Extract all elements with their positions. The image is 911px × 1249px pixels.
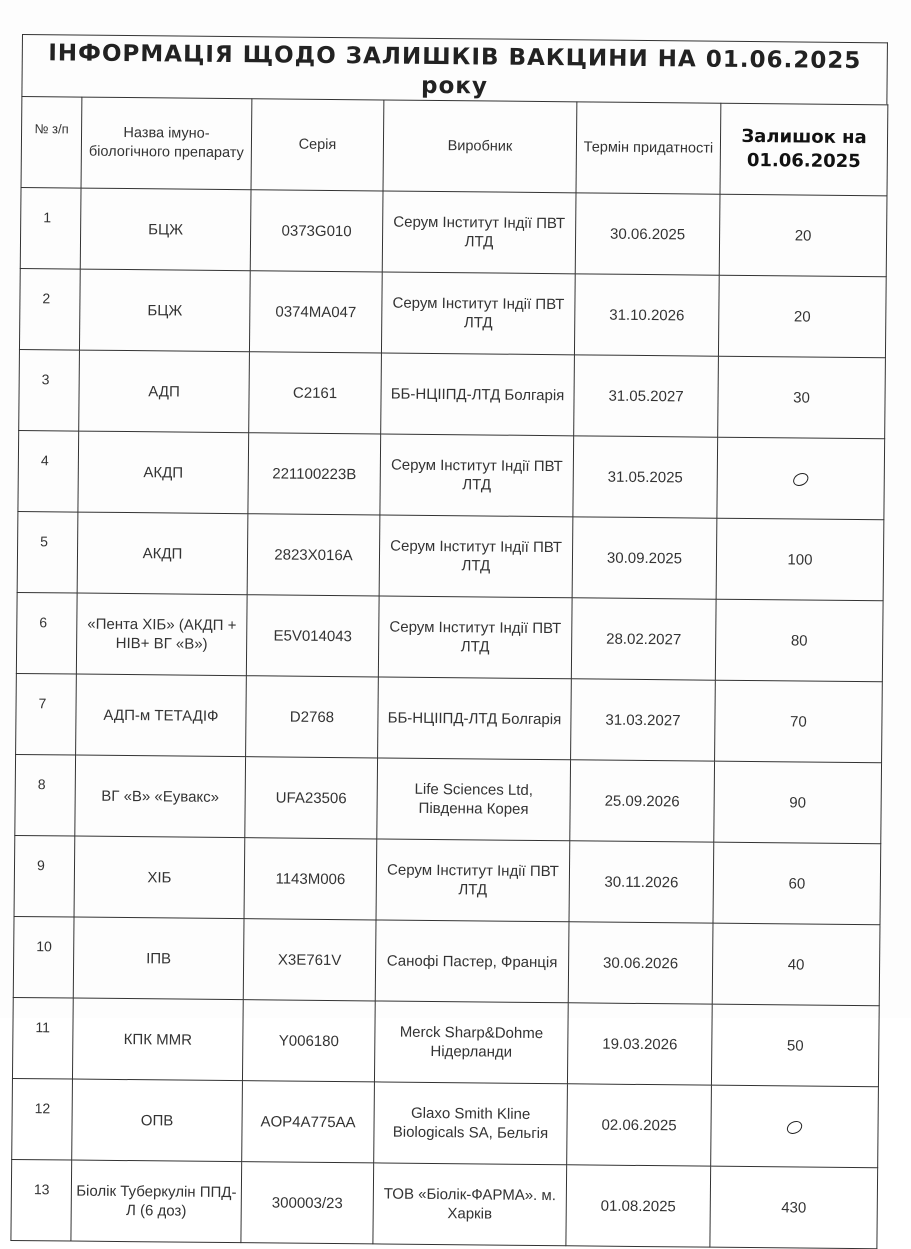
document (10, 34, 888, 1249)
balance-cell: 80 (715, 599, 883, 682)
balance-cell: 100 (716, 518, 884, 601)
balance-cell: 20 (719, 194, 887, 277)
table-row (11, 1159, 878, 1248)
row-number: 2 (19, 268, 80, 350)
header-balance: Залишок на 01.06.2025 (720, 103, 888, 196)
header-name: Назва імуно-біологічного препарату (81, 97, 252, 190)
balance-cell: 90 (714, 761, 882, 844)
manufacturer-cell: Серум Інститут Індії ПВТ ЛТД (380, 434, 574, 517)
row-number: 8 (15, 754, 76, 836)
balance-cell: 430 (710, 1166, 878, 1249)
manufacturer-cell: Glaxo Smith Kline Biologicals SA, Бельгія (374, 1082, 568, 1165)
expiry-cell: 28.02.2027 (571, 598, 716, 680)
table-row (13, 916, 880, 1005)
table-row (19, 268, 886, 357)
header-expiry: Термін придатності (576, 102, 721, 194)
series-cell: AOP4A775AA (242, 1081, 375, 1163)
table-row (12, 997, 879, 1086)
header-num: № з/п (21, 97, 82, 189)
expiry-cell: 30.11.2026 (569, 841, 714, 923)
expiry-cell: 31.10.2026 (574, 274, 719, 356)
row-number: 10 (13, 916, 74, 998)
vaccine-name: КПК MMR (72, 998, 243, 1081)
vaccine-name: ІПВ (73, 917, 244, 1000)
series-cell: Y006180 (242, 1000, 375, 1082)
manufacturer-cell: Серум Інститут Індії ПВТ ЛТД (379, 515, 573, 598)
vaccine-name: ВГ «В» «Еувакс» (75, 755, 246, 838)
vaccine-name: АДП (79, 350, 250, 433)
expiry-cell: 25.09.2026 (570, 760, 715, 842)
series-cell: 2823X016A (247, 514, 380, 596)
document-title: ІНФОРМАЦІЯ ЩОДО ЗАЛИШКІВ ВАКЦИНИ НА 01.06.2025 року (21, 34, 888, 104)
series-cell: E5V014043 (246, 595, 379, 677)
series-cell: 300003/23 (241, 1162, 374, 1244)
table-row (12, 1078, 879, 1167)
expiry-cell: 30.09.2025 (572, 517, 717, 599)
table-row (15, 754, 882, 843)
row-number: 1 (20, 187, 81, 269)
table-row (14, 835, 881, 924)
vaccine-name: «Пента ХІБ» (АКДП + HIB+ ВГ «В») (76, 593, 247, 676)
series-cell: 221100223B (248, 433, 381, 515)
manufacturer-cell: Серум Інститут Індії ПВТ ЛТД (376, 839, 570, 922)
table-row (20, 187, 887, 276)
header-row (21, 97, 888, 196)
balance-cell: 40 (712, 923, 880, 1006)
manufacturer-cell: ТОВ «Біолік-ФАРМА». м. Харків (373, 1163, 567, 1246)
row-number: 7 (16, 673, 77, 755)
vaccine-name: АДП-м ТЕТАДІФ (76, 674, 247, 757)
expiry-cell: 30.06.2026 (568, 922, 713, 1004)
series-cell: 1143M006 (244, 838, 377, 920)
vaccine-name: БЦЖ (80, 188, 251, 271)
vaccine-name: ХІБ (74, 836, 245, 919)
balance-cell: 20 (718, 275, 886, 358)
vaccine-name: БЦЖ (79, 269, 250, 352)
row-number: 5 (17, 511, 78, 593)
row-number: 6 (16, 592, 77, 674)
balance-cell: 60 (713, 842, 881, 925)
vaccine-name: АКДП (77, 512, 248, 595)
series-cell: 0374MA047 (249, 271, 382, 353)
balance-cell: 50 (711, 1004, 879, 1087)
series-cell: X3E761V (243, 919, 376, 1001)
manufacturer-cell: Merck Sharp&Dohme Нідерланди (374, 1001, 568, 1084)
manufacturer-cell: ББ-НЦІІПД-ЛТД Болгарія (381, 353, 575, 436)
row-number: 11 (12, 997, 73, 1079)
expiry-cell: 02.06.2025 (567, 1084, 712, 1166)
handwritten-zero (717, 437, 885, 520)
balance-cell: 70 (715, 680, 883, 763)
expiry-cell: 31.03.2027 (571, 679, 716, 761)
row-number: 13 (11, 1159, 72, 1241)
expiry-cell: 30.06.2025 (575, 193, 720, 275)
header-series: Серія (251, 99, 384, 191)
handwritten-zero (711, 1085, 879, 1168)
row-number: 12 (12, 1078, 73, 1160)
vaccine-name: Біолік Туберкулін ППД-Л (6 доз) (71, 1160, 242, 1243)
row-number: 4 (18, 430, 79, 512)
vaccine-table (10, 96, 888, 1249)
vaccine-name: ОПВ (72, 1079, 243, 1162)
table-row (19, 349, 886, 438)
manufacturer-cell: ББ-НЦІІПД-ЛТД Болгарія (378, 677, 572, 760)
expiry-cell: 01.08.2025 (566, 1165, 711, 1247)
series-cell: C2161 (249, 352, 382, 434)
row-number: 3 (19, 349, 80, 431)
vaccine-name: АКДП (78, 431, 249, 514)
expiry-cell: 19.03.2026 (567, 1003, 712, 1085)
manufacturer-cell: Серум Інститут Індії ПВТ ЛТД (378, 596, 572, 679)
expiry-cell: 31.05.2027 (574, 355, 719, 437)
manufacturer-cell: Санофі Пастер, Франція (375, 920, 569, 1003)
series-cell: UFA23506 (245, 757, 378, 839)
manufacturer-cell: Серум Інститут Індії ПВТ ЛТД (381, 272, 575, 355)
manufacturer-cell: Серум Інститут Індії ПВТ ЛТД (382, 191, 576, 274)
table-row (16, 592, 883, 681)
row-number: 9 (14, 835, 75, 917)
series-cell: 0373G010 (250, 190, 383, 272)
table-row (16, 673, 883, 762)
table-row (17, 511, 884, 600)
manufacturer-cell: Life Sciences Ltd, Південна Корея (377, 758, 571, 841)
table-row (18, 430, 885, 519)
header-manufacturer: Виробник (383, 100, 577, 193)
balance-cell: 30 (718, 356, 886, 439)
expiry-cell: 31.05.2025 (573, 436, 718, 518)
series-cell: D2768 (246, 676, 379, 758)
